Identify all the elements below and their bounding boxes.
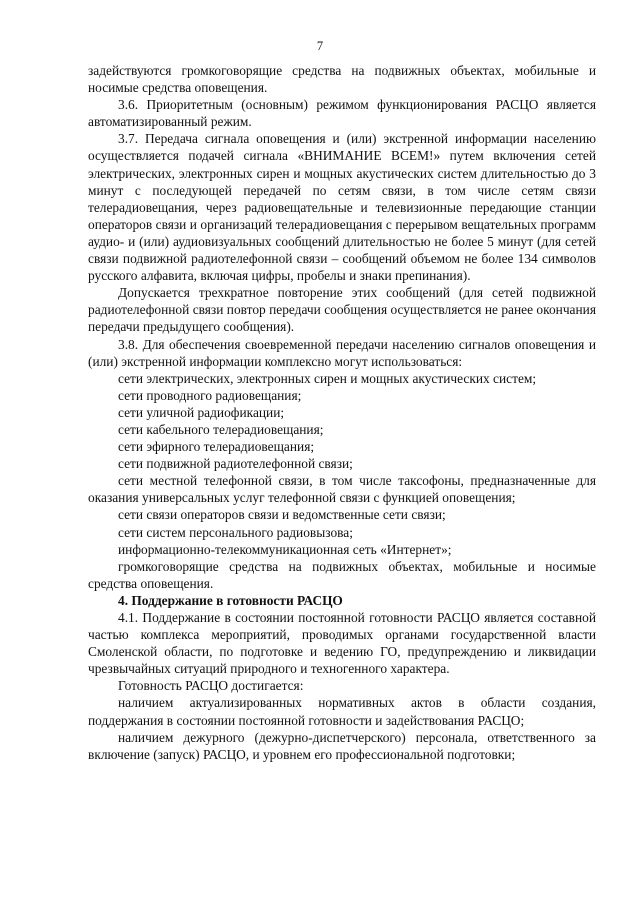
paragraph-4-1: 4.1. Поддержание в состоянии постоянной готовности РАСЦО является составной частью комплекса мероприятий, проводимых органами государственной власти Смоленской области, по подготовке и ведению ГО, предупреждению и ликвидации чрезвычайных ситуаций природного и техногенного характера. [88, 610, 596, 677]
paragraph-3-7: 3.7. Передача сигнала оповещения и (или) экстренной информации населению осуществляется подачей сигнала «ВНИМАНИЕ ВСЕМ!» путем включения сетей электрических, электронных сирен и мощных акустических систем длительностью до 3 минут с последующей передачей по сетям связи, в том числе сетям связи телерадиовещания, через радиовещательные и телевизионные передающие станции операторов связи и организаций телерадиовещания с перерывом вещательных программ аудио- и (или) аудиовизуальных сообщений длительностью не более 5 минут (для сетей связи подвижной радиотелефонной связи – сообщений объемом не более 134 символов русского алфавита, включая цифры, пробелы и знаки препинания). [88, 131, 596, 284]
paragraph-repeat: Допускается трехкратное повторение этих сообщений (для сетей подвижной радиотелефонной связи повтор передачи сообщения осуществляется не ранее окончания передачи предыдущего сообщения). [88, 285, 596, 335]
list-item: сети проводного радиовещания; [118, 387, 302, 403]
list-item: громкоговорящие средства на подвижных объектах, мобильные и носимые средства оповещения. [88, 558, 596, 591]
list-item: сети систем персонального радиовызова; [118, 524, 353, 540]
list-item: информационно-телекоммуникационная сеть «Интернет»; [118, 541, 452, 557]
section-title: 4. Поддержание в готовности РАСЦО [118, 592, 343, 608]
paragraph-readiness: Готовность РАСЦО достигается: [118, 678, 304, 694]
paragraph-3-8: 3.8. Для обеспечения своевременной передачи населению сигналов оповещения и (или) экстренной информации комплексно могут использоваться: [88, 336, 596, 369]
document-body [88, 62, 596, 763]
list-item: сети электрических, электронных сирен и мощных акустических систем; [118, 370, 537, 386]
list-item: сети кабельного телерадиовещания; [118, 421, 324, 437]
list-item: сети подвижной радиотелефонной связи; [118, 456, 353, 472]
page-number: 7 [316, 39, 324, 53]
list-item: сети уличной радиофикации; [118, 404, 285, 420]
paragraph-readiness-item: наличием актуализированных нормативных актов в области создания, поддержания в состоянии постоянной готовности и задействования РАСЦО; [88, 695, 596, 728]
list-item: сети эфирного телерадиовещания; [118, 439, 315, 455]
paragraph-3-6: 3.6. Приоритетным (основным) режимом функционирования РАСЦО является автоматизированный режим. [88, 97, 596, 130]
paragraph-continuation: задействуются громкоговорящие средства на подвижных объектах, мобильные и носимые средства оповещения. [88, 63, 596, 96]
paragraph-readiness-item: наличием дежурного (дежурно-диспетчерского) персонала, ответственного за включение (запуск) РАСЦО, и уровнем его профессиональной подготовки; [88, 729, 596, 762]
list-item: сети связи операторов связи и ведомственные сети связи; [118, 507, 446, 523]
list-item: сети местной телефонной связи, в том числе таксофоны, предназначенные для оказания универсальных услуг телефонной связи с функцией оповещения; [88, 473, 596, 506]
